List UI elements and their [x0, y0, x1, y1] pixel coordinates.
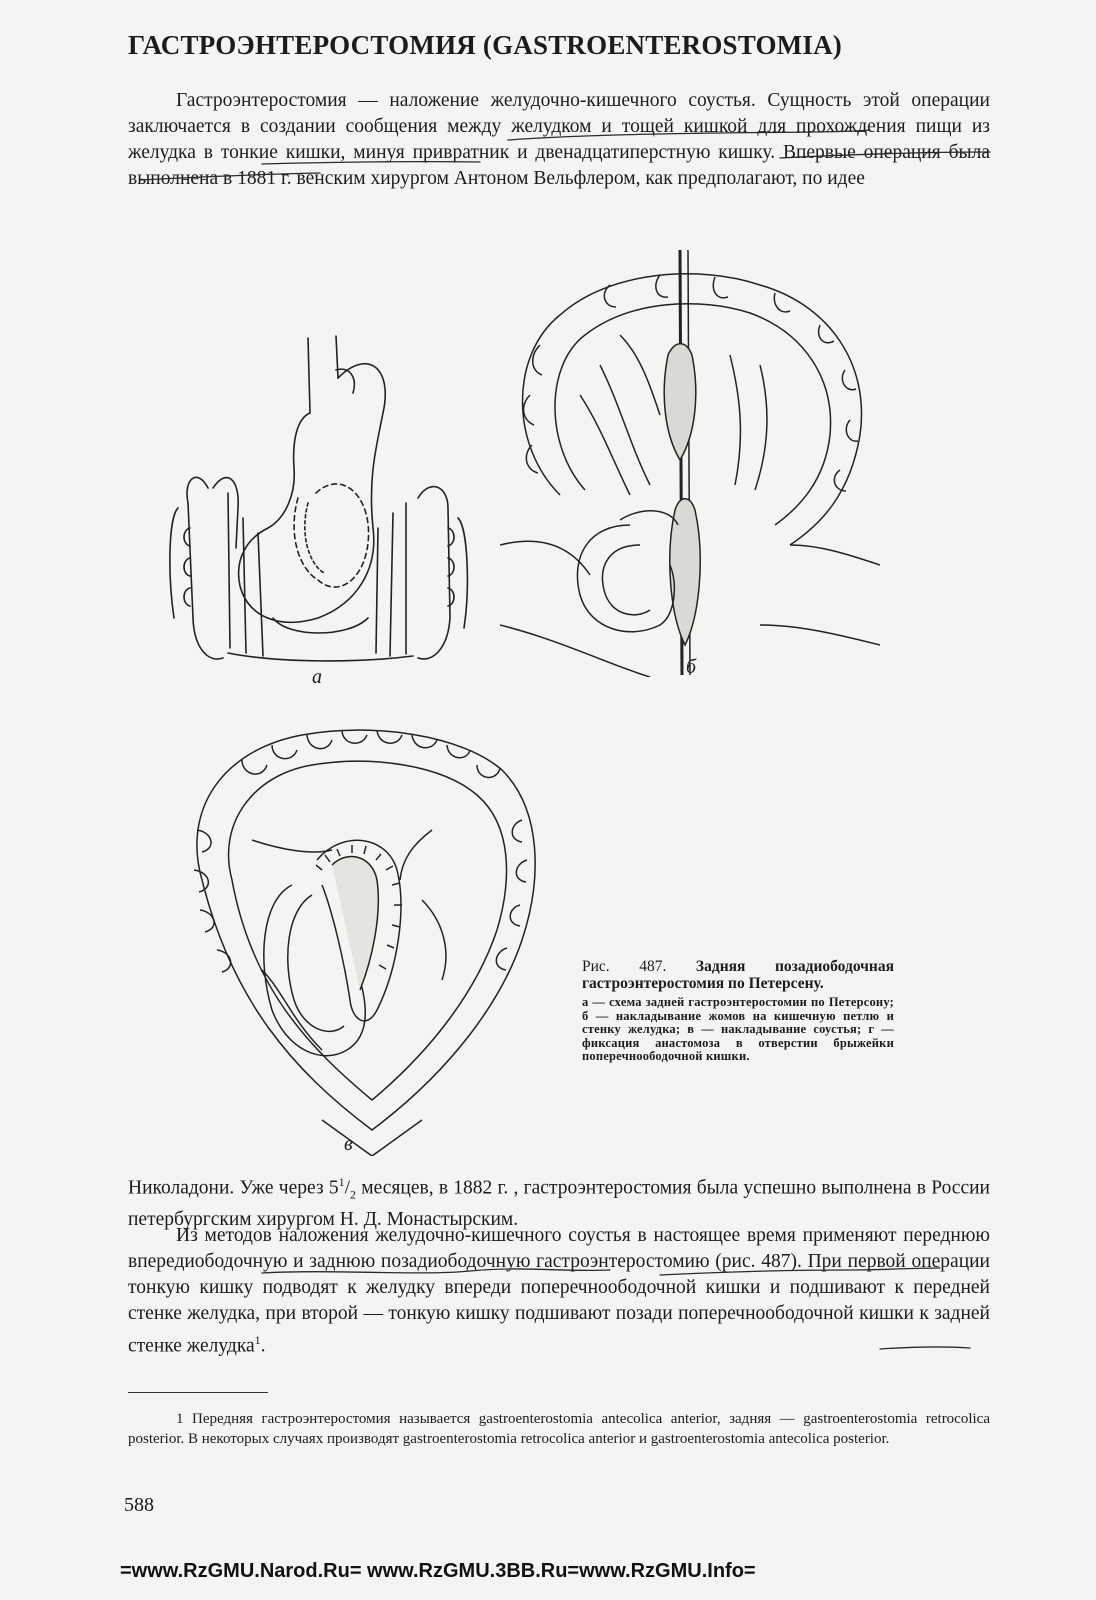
figure-label-b: б — [686, 656, 697, 678]
methods-paragraph: Из методов наложения желудочно-кишечного соустья в настоящее время применяют переднюю впередиободочную и заднюю позадиободочную гастроэнтеростомию (рис. 487). При первой операции тонкую кишку подводят к желудку впереди поперечноободочной кишки и подшивают к передней стенке желудка, при второй — тонкую кишку подшивают позади поперечноободочной кишки к задней стенке желудка$^1$. — [128, 1225, 990, 1357]
continuation-text-end: месяцев, в 1882 г. , гастроэнтеростомия была успешно выполнена в России петербургским хирургом Н. Д. Монастырским. — [128, 1177, 990, 1231]
footnote: 1 Передняя гастроэнтеростомия называется gastroenterostomia antecolica anterior, задняя — gastroenterostomia retrocolica posterior. В некоторых случаях производят gastroenterostomia retrocolica anterior и gastroenterostomia antecolica posterior. — [128, 1411, 990, 1447]
figure-b-clamp-illustration — [500, 245, 880, 677]
footnote-divider — [128, 1392, 268, 1393]
intro-paragraph: Гастроэнтеростомия — наложение желудочно-кишечного соустья. Сущность этой операции заключается в создании сообщения между желудком и тощей кишкой для прохождения пищи из желудка в тонкие кишки, минуя привратник и двенадцатиперстную кишку. Впервые операция была выполнена в 1881 г. венским хирургом Антоном Вельфлером, как предполагают, по идее — [128, 90, 990, 189]
caption-description: а — схема задней гастроэнтеростомии по Петерсону; б — накладывание жомов на кишечную петлю и стенку желудка; в — накладывание соустья; г — фиксация анастомоза в отверстии брыжейки поперечноободочной кишки. — [582, 995, 894, 1064]
figure-label-c: в — [344, 1133, 353, 1155]
footnote-reference[interactable]: 1 — [254, 1333, 261, 1347]
fraction-slash: / — [344, 1177, 351, 1199]
fraction-denominator: 2 — [350, 1187, 357, 1202]
methods-text: Из методов наложения желудочно-кишечного соустья в настоящее время применяют переднюю впередиободочную и заднюю позадиободочную гастроэнтеростомию (рис. 487). При первой операции тонкую кишку подводят к желудку впереди поперечноободочной кишки и подшивают к передней стенке желудка, при второй — тонкую кишку подшивают позади поперечноободочной кишки к задней стенке желудка — [128, 1225, 990, 1357]
watermark-footer: =www.RzGMU.Narod.Ru= www.RzGMU.3BB.Ru=www.RzGMU.Info= — [120, 1560, 756, 1582]
figure-c-anastomosis-illustration — [172, 720, 556, 1156]
page-number: 588 — [124, 1494, 154, 1516]
caption-title-line — [582, 958, 894, 992]
figure-caption — [582, 958, 894, 1064]
caption-number: Рис. 487. — [582, 958, 667, 975]
continuation-text-start: Николадони. Уже через 5 — [128, 1177, 339, 1199]
section-title: ГАСТРОЭНТЕРОСТОМИЯ (GASTROENTEROSTOMIA) — [128, 30, 842, 60]
figure-a-schema-drawing — [168, 318, 473, 683]
caption-title: Задняя позадиободочная гастроэнтеростомия по Петерсену. — [582, 958, 894, 992]
figure-label-a: а — [312, 666, 322, 688]
fraction-numerator: 1 — [338, 1175, 345, 1189]
